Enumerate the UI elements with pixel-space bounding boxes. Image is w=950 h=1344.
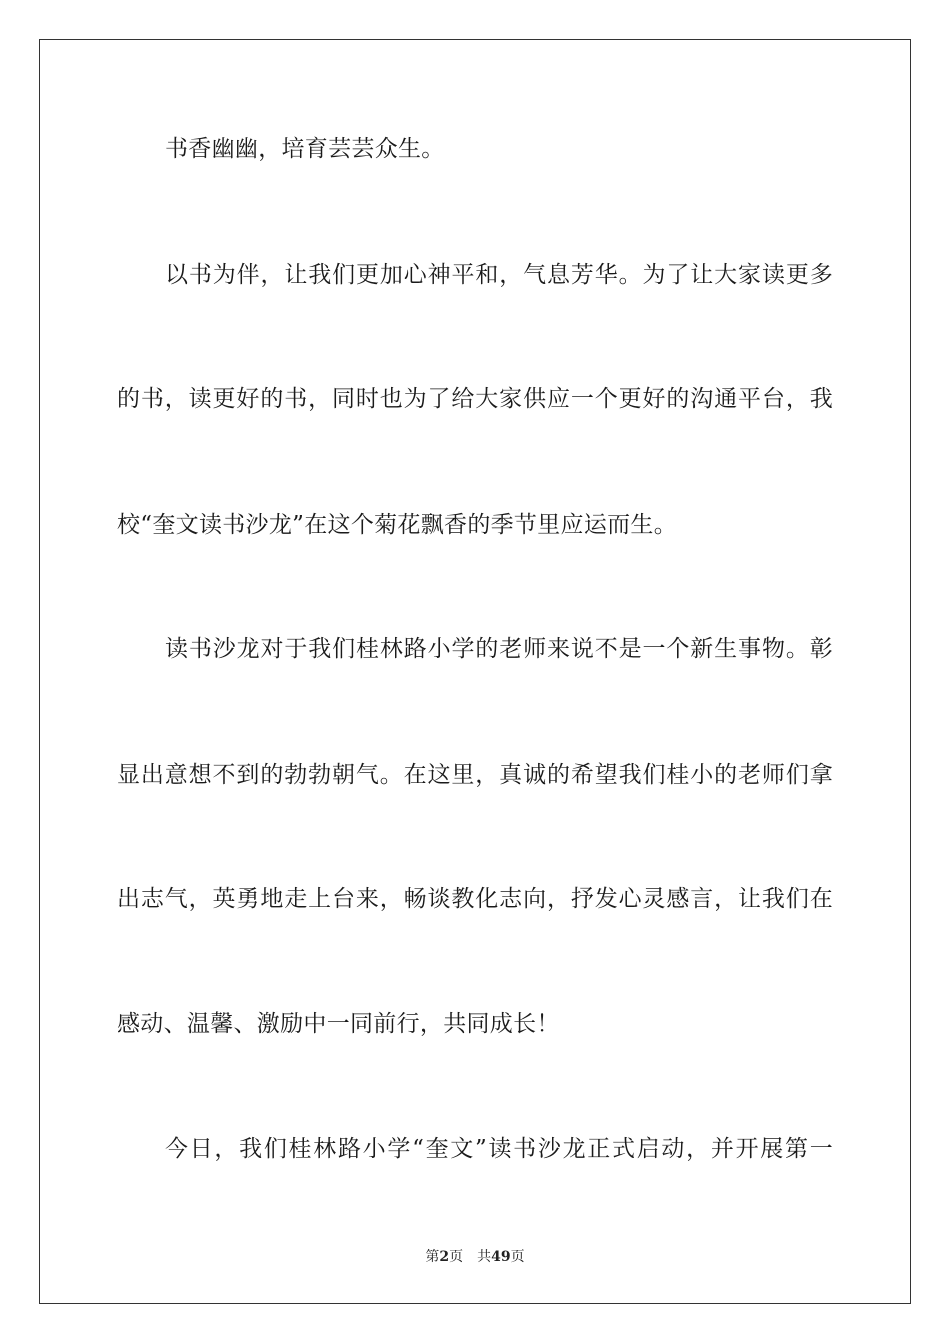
- footer-prefix: 第: [425, 1249, 440, 1265]
- paragraph-line: 出志气，英勇地走上台来，畅谈教化志向，抒发心灵感言，让我们在: [117, 886, 833, 912]
- page-footer: [0, 1248, 950, 1266]
- paragraph-line: 今日，我们桂林路小学“奎文”读书沙龙正式启动，并开展第一: [165, 1136, 833, 1162]
- paragraph-line: 书香幽幽，培育芸芸众生。: [165, 136, 445, 162]
- page-border: [39, 39, 911, 1304]
- footer-total-prefix: 共: [477, 1249, 492, 1265]
- paragraph-line: 读书沙龙对于我们桂林路小学的老师来说不是一个新生事物。彰: [165, 636, 833, 662]
- paragraph-line: 感动、温馨、激励中一同前行，共同成长！: [117, 1011, 560, 1037]
- footer-page-suffix: 页: [449, 1249, 464, 1265]
- paragraph-line: 显出意想不到的勃勃朝气。在这里，真诚的希望我们桂小的老师们拿: [117, 762, 833, 788]
- paragraph-line: 以书为伴，让我们更加心神平和，气息芳华。为了让大家读更多: [165, 262, 833, 288]
- total-pages-number: 49: [491, 1249, 511, 1265]
- current-page-number: 2: [439, 1249, 450, 1265]
- paragraph-line: 的书，读更好的书，同时也为了给大家供应一个更好的沟通平台，我: [117, 386, 833, 412]
- footer-total-suffix: 页: [510, 1249, 525, 1265]
- paragraph-line: 校“奎文读书沙龙”在这个菊花飘香的季节里应运而生。: [117, 512, 678, 538]
